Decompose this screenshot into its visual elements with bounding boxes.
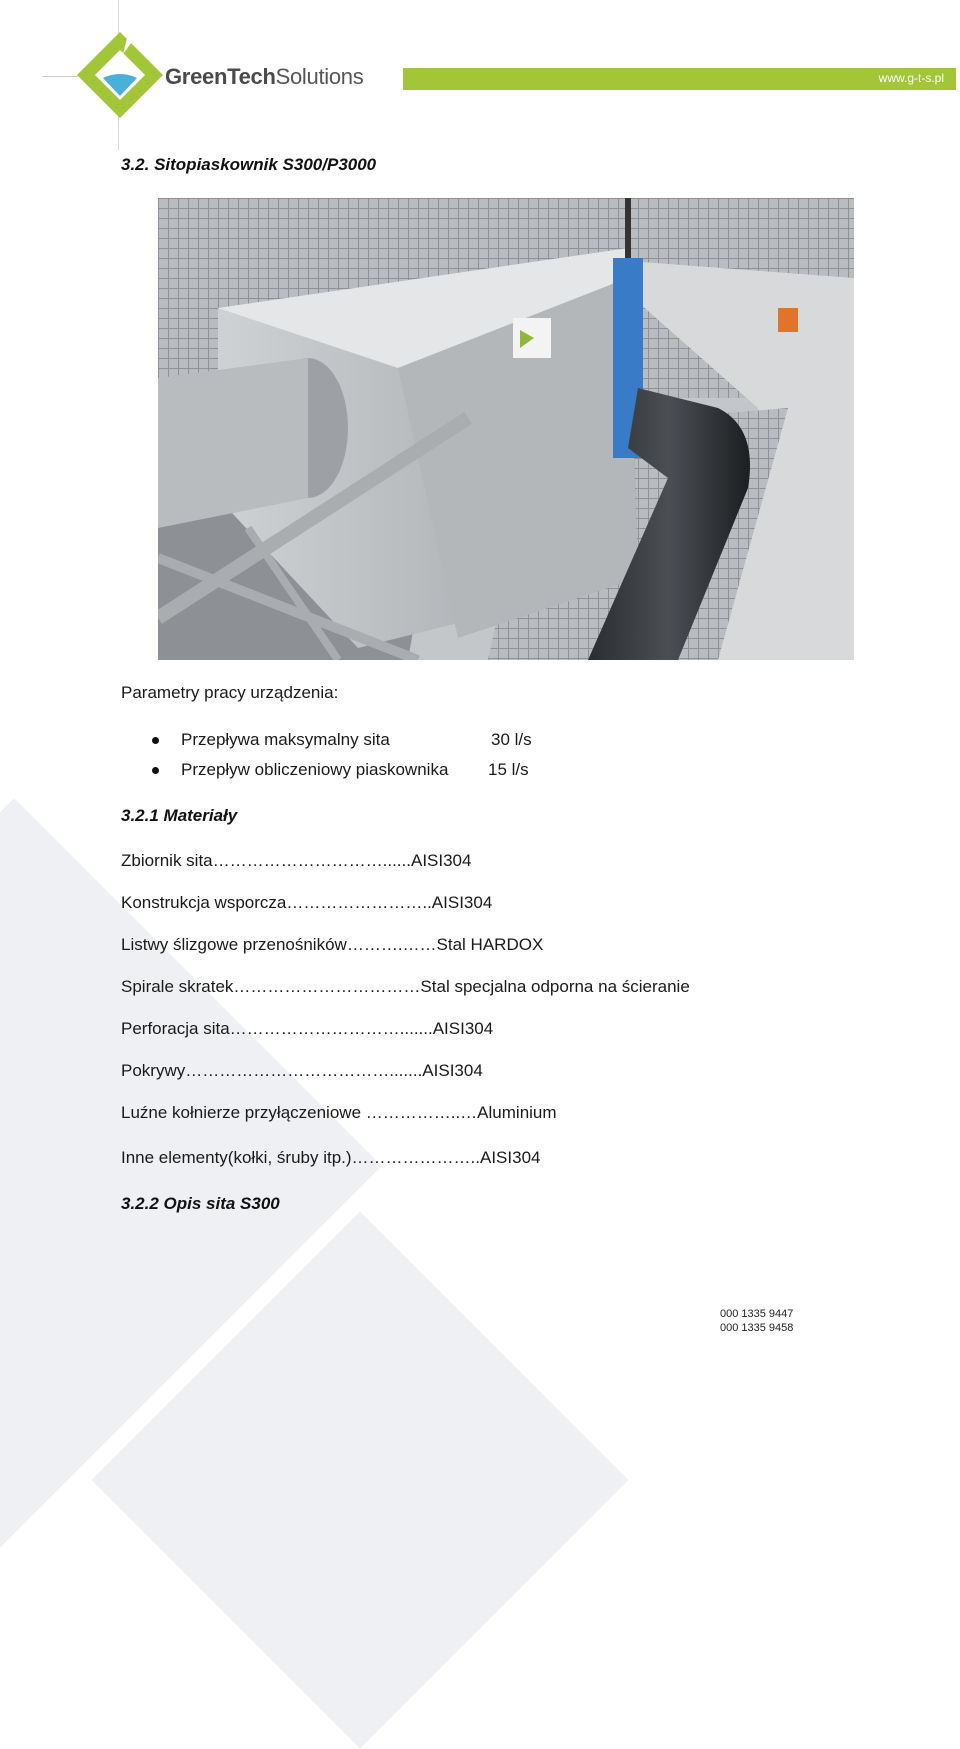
- header-green-bar: [403, 68, 956, 90]
- material-line: Pokrywy……………………………….......AISI304: [121, 1061, 483, 1080]
- page-header: [0, 0, 960, 130]
- material-line: Inne elementy(kołki, śruby itp.)…………………..AISI304: [121, 1148, 541, 1167]
- material-line: Luźne kołnierze przyłączeniowe ……………..…Aluminium: [121, 1103, 557, 1122]
- header-rule: [42, 76, 78, 77]
- material-line: Spirale skratek……………………………Stal specjalna odporna na ścieranie: [121, 977, 690, 996]
- material-line: Listwy ślizgowe przenośników……….……Stal HARDOX: [121, 935, 544, 954]
- param-value: 30 l/s: [491, 730, 532, 749]
- brand-bold: GreenTech: [165, 64, 276, 89]
- next-section-title: 3.2.2 Opis sita S300: [121, 1194, 280, 1213]
- material-line: Zbiornik sita…………………………......AISI304: [121, 851, 472, 870]
- bullet-icon: [152, 767, 159, 774]
- website-link[interactable]: www.g-t-s.pl: [878, 71, 944, 85]
- param-value: 15 l/s: [488, 760, 529, 779]
- materials-heading: 3.2.1 Materiały: [121, 806, 238, 825]
- footer-contact-line: 000 1335 9447: [720, 1308, 794, 1320]
- bullet-icon: [152, 737, 159, 744]
- brand-light: Solutions: [275, 64, 364, 89]
- params-heading: Parametry pracy urządzenia:: [121, 683, 339, 702]
- param-name: Przepływ obliczeniowy piaskownika: [181, 760, 449, 779]
- gts-logo-icon: [75, 30, 165, 120]
- param-name: Przepływa maksymalny sita: [181, 730, 390, 749]
- footer-contact-line: 000 1335 9458: [720, 1322, 794, 1334]
- stainless-screen-photo: [158, 198, 854, 660]
- section-title: 3.2. Sitopiaskownik S300/P3000: [121, 155, 377, 174]
- material-line: Perforacja sita………………………….......AISI304: [121, 1019, 494, 1038]
- brand-name: [165, 64, 363, 90]
- material-line: Konstrukcja wsporcza……………………..AISI304: [121, 893, 493, 912]
